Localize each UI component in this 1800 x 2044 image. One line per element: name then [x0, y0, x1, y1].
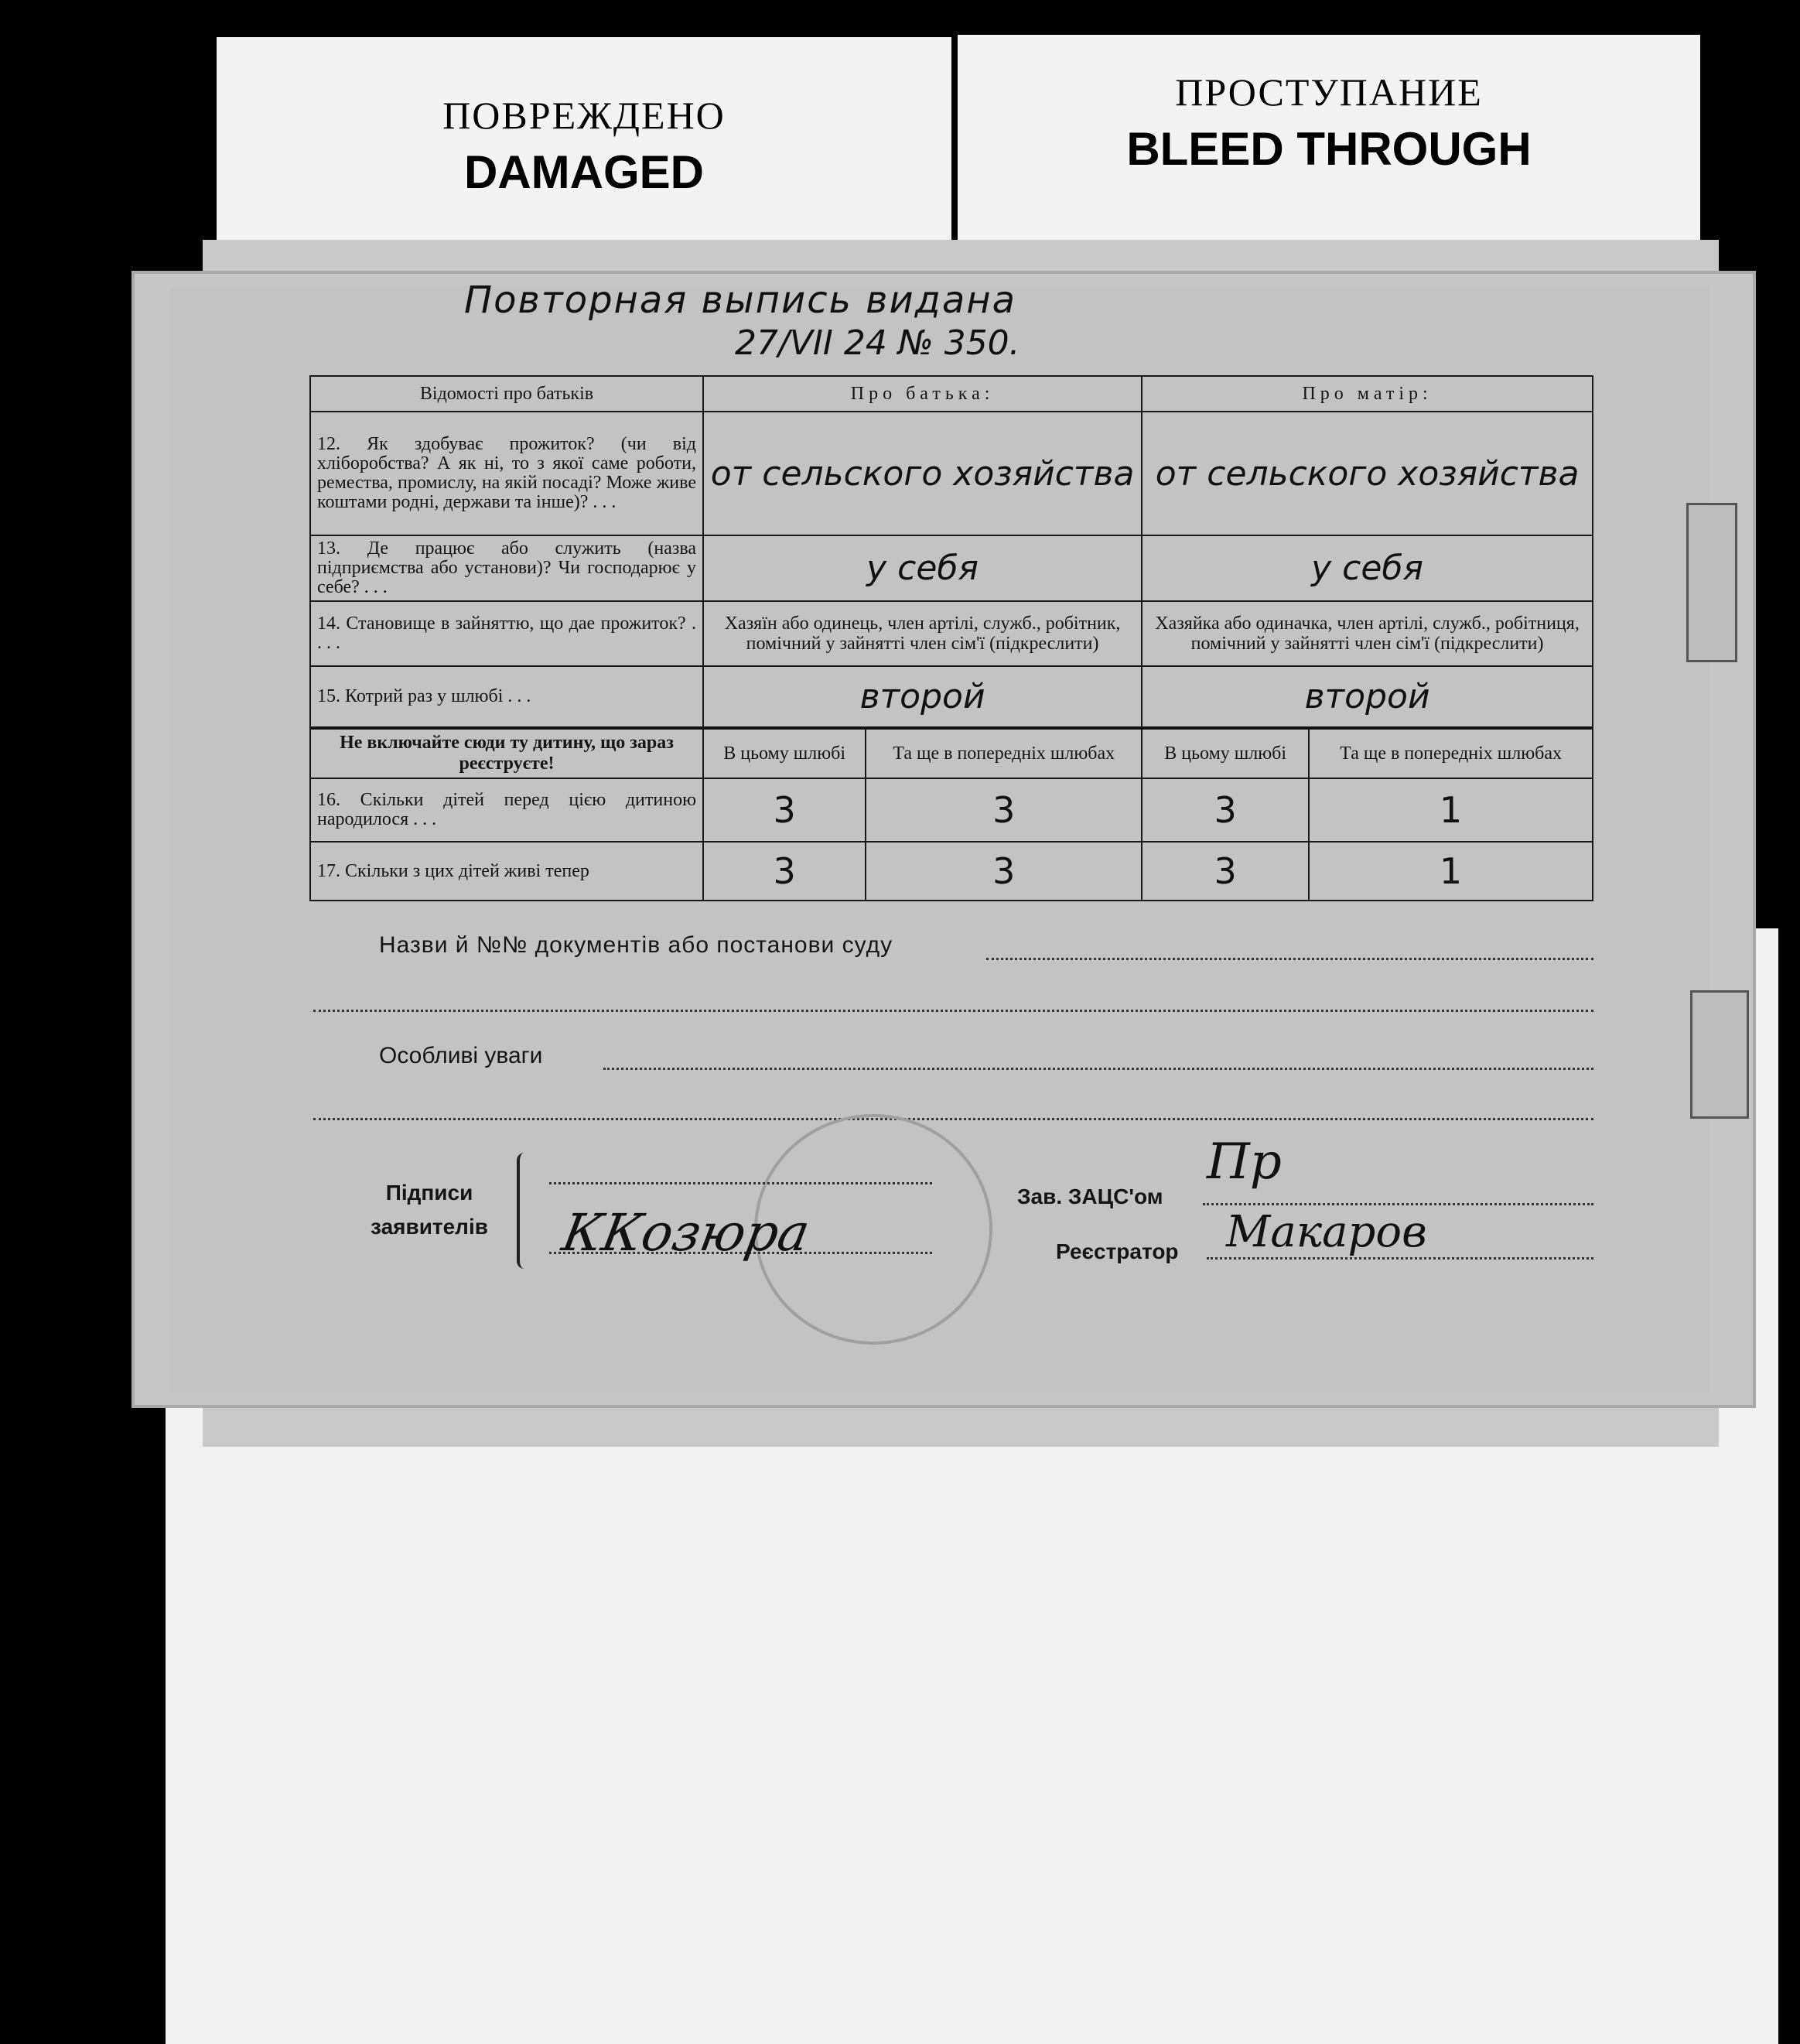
documents-dotted-line — [986, 958, 1593, 960]
handwritten-note-line1: Повторная выпись видана — [464, 279, 1017, 322]
handwritten-note-line2: 27/VII 24 № 350. — [735, 323, 1020, 363]
bleed-through-label-card — [958, 35, 1700, 259]
answer-12-father: от сельского хозяйства — [703, 412, 1142, 535]
applicants-signatures-label: Підписи заявителів — [371, 1181, 488, 1239]
header-father: Про батька: — [703, 376, 1142, 412]
header-mother: Про матір: — [1142, 376, 1593, 412]
registrar-label: Реєстратор — [1056, 1239, 1179, 1263]
answer-15-mother: второй — [1142, 666, 1593, 728]
exclusion-note: Не включайте сюди ту дитину, що зараз реєструєте! — [310, 728, 703, 778]
answer-15-father: второй — [703, 666, 1142, 728]
answer-16-mother-current: 3 — [1142, 778, 1309, 842]
special-notes-dotted-line — [603, 1068, 1593, 1070]
answer-17-father-current: 3 — [703, 842, 866, 901]
signature-brace — [517, 1153, 531, 1269]
card-edge-tab — [1690, 990, 1749, 1119]
documents-dotted-line-2 — [313, 1010, 1593, 1012]
question-16: 16. Скільки дітей перед цією дитиною народилося . . . — [310, 778, 703, 842]
answer-13-mother: у себя — [1142, 535, 1593, 601]
registrar-signature-line — [1207, 1257, 1593, 1260]
answer-17-mother-previous: 1 — [1309, 842, 1593, 901]
registry-head-signature-line — [1203, 1203, 1593, 1205]
question-12: 12. Як здобуває прожиток? (чи від хліборобства? А як ні, то з якої саме роботи, ремества, промислу, на якій посаді? Може живе коштами родні, держави та інше)? . . . — [310, 412, 703, 535]
answer-12-mother: от сельского хозяйства — [1142, 412, 1593, 535]
answer-13-father: у себя — [703, 535, 1142, 601]
registry-head-signature: Пр — [1207, 1133, 1282, 1191]
question-14: 14. Становище в зайняттю, що дае прожиток? . . . . — [310, 601, 703, 666]
answer-14-mother: Хазяйка або одиначка, член артілі, служб., робітниця, помічний у зайнятті член сім'ї (підкреслити) — [1142, 601, 1593, 666]
bleed-label-en: BLEED THROUGH — [1126, 123, 1532, 175]
answer-16-father-current: 3 — [703, 778, 866, 842]
subheader-mother-current: В цьому шлюбі — [1142, 728, 1309, 778]
applicant-signature-line-1 — [549, 1182, 932, 1184]
answer-14-father: Хазяїн або одинець, член артілі, служб., робітник, помічний у зайнятті член сім'ї (підкреслити) — [703, 601, 1142, 666]
bleed-label-ru: ПРОСТУПАНИЕ — [1175, 70, 1483, 114]
answer-16-father-previous: 3 — [866, 778, 1142, 842]
subheader-father-current: В цьому шлюбі — [703, 728, 866, 778]
registrar-signature: Макаров — [1226, 1207, 1427, 1257]
special-notes-label: Особливі уваги — [379, 1043, 543, 1068]
answer-17-mother-current: 3 — [1142, 842, 1309, 901]
question-17: 17. Скільки з цих дітей живі тепер — [310, 842, 703, 901]
registry-head-label: Зав. ЗАЦС'ом — [1017, 1184, 1163, 1208]
header-parents-info: Відомості про батьків — [310, 376, 703, 412]
card-edge-tab — [1686, 503, 1737, 662]
answer-16-mother-previous: 1 — [1309, 778, 1593, 842]
answer-17-father-previous: 3 — [866, 842, 1142, 901]
applicant-signature: ККозюра — [558, 1203, 815, 1263]
damaged-label-en: DAMAGED — [464, 146, 704, 198]
question-15: 15. Котрий раз у шлюбі . . . — [310, 666, 703, 728]
parents-info-table — [309, 375, 1593, 901]
damaged-label-card — [217, 37, 951, 269]
question-13: 13. Де працює або служить (назва підприємства або установи)? Чи господарює у себе? . . . — [310, 535, 703, 601]
subheader-mother-previous: Та ще в попередніх шлюбах — [1309, 728, 1593, 778]
damaged-label-ru: ПОВРЕЖДЕНО — [442, 94, 726, 137]
special-notes-dotted-line-2 — [313, 1118, 1593, 1120]
subheader-father-previous: Та ще в попередніх шлюбах — [866, 728, 1142, 778]
documents-label: Назви й №№ документів або постанови суду — [379, 932, 893, 958]
